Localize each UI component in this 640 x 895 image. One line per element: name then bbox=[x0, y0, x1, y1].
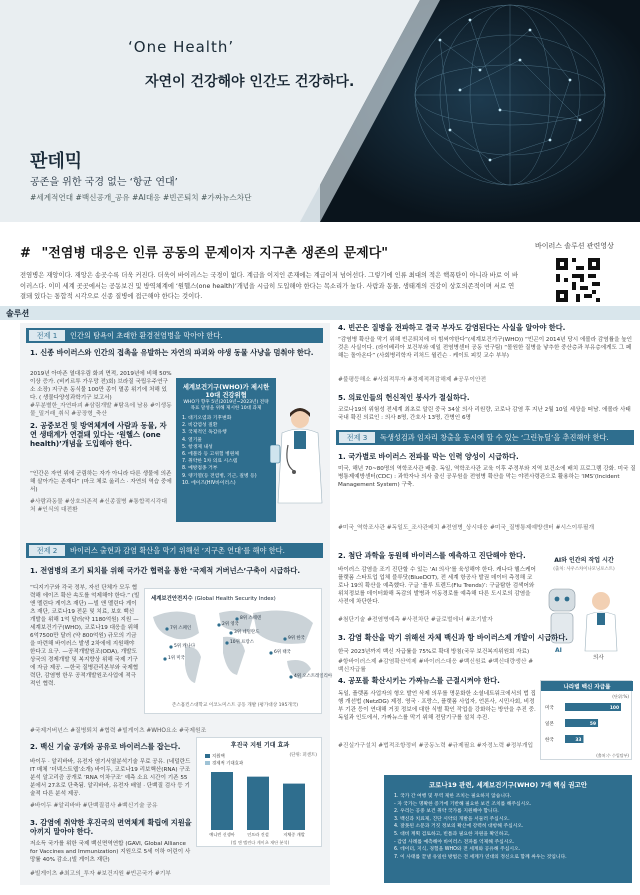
gmap-rank-label: 5위 캐나다 bbox=[174, 644, 196, 649]
who-threat-item: 9. 뎅기열(등 전염병, 기근, 질병 등) bbox=[182, 473, 257, 479]
who-box-sub: WHO가 향후 5년(2019년~2023년) 전략 목표 달성을 위해 제시한 10대 과제 bbox=[183, 400, 269, 411]
s3a-item5-title: 5. 의료인들의 헌신적인 봉사가 절실하다. bbox=[338, 393, 470, 402]
vaccine-value: 100 bbox=[609, 706, 619, 711]
s3-item2-tags: #첨단기술 #전염병예측 #사전차단 #글로벌에너 #조기발자 bbox=[338, 617, 493, 623]
hero-diagonal-overlay bbox=[0, 0, 640, 222]
s3-item3-body: 한국 2023년까지 백신 자급률을 75%로 확대 방침(국무 보건복지위원회 자료) bbox=[338, 649, 530, 655]
s2-item3-tags: #빌게이츠 #최고의_투자 #보건지원 #빈곤국가 #기부 bbox=[30, 871, 171, 877]
premise-2-bar bbox=[26, 543, 323, 558]
s3a-item4-title: 4. 빈곤은 질병을 전파하고 결국 부자도 감염된다는 사실을 알아야 한다. bbox=[338, 323, 566, 332]
vaccine-unit: (단위:%) bbox=[612, 694, 629, 699]
robot-sub: (출처: 사우스차이나모닝포스트) bbox=[553, 567, 615, 572]
vaccine-source: (출처:수 수입탈부) bbox=[596, 753, 629, 758]
recommend-item: 5. 대비 계획 검토하고, 빈틈과 필요한 자원을 확인하고, bbox=[394, 831, 510, 837]
who-threat-item: 6. 에볼라 등 고위험 병원체 bbox=[182, 452, 240, 458]
s3-item1-title: 1. 국가별로 바이러스 전파를 막는 인력 양성이 시급하다. bbox=[338, 452, 519, 461]
s2-item1-tags: #국제거버넌스 #질병퇴치 #협력 #빌게이츠 #WHO요소 #국제원조 bbox=[30, 728, 207, 734]
s2-item2-title: 2. 백신 기술 공개와 공유로 바이러스를 잡는다. bbox=[30, 742, 181, 751]
vaccine-category: 한국 bbox=[545, 738, 554, 743]
premise-2-pill: 전제 2 bbox=[29, 545, 65, 556]
gmap-rank-label: 7위 스페인 bbox=[170, 626, 192, 631]
s1-item1-tags: #무분별한_자연파괴 #삼림개발 #탐욕에 남용 #이생동물_밀거래_취식 #공장형_축산 bbox=[30, 403, 172, 417]
recommend-item: 1. 국가 간 여행 및 무역 제한 조치는 필요하지 않습니다. bbox=[394, 794, 512, 799]
chart-xlabel: (빌 앤 멜린다 게이츠 재단 분석) bbox=[230, 840, 290, 845]
page-title: 판데믹 bbox=[30, 151, 83, 172]
s1-item2-body: “인간은 자연 위에 군림하는 자가 아니라 다른 생물에 의존해 살아가는 존재다” (마크 체로 옮리스 · 자연의 역습 중에서) bbox=[30, 471, 172, 493]
chart-bar bbox=[283, 784, 305, 830]
s1-item2-title: 2. 공중보건 및 방역체계에 사람과 동물, 자연 생태계가 연결돼 있다는 ‘원헬스 (one health)’개념을 도입해야 한다. bbox=[30, 421, 167, 448]
headline-hash: # bbox=[20, 246, 31, 261]
gmap-country-dot bbox=[163, 657, 166, 660]
premise-3-bar bbox=[336, 430, 634, 445]
gmap-caption: 존스홉킨스대학교 이코노미스트 공동 개발 (평가대상 195개국) bbox=[171, 703, 299, 708]
recommend-item: - 감염 사례를 예측해야 바이러스 전파를 억제해 주십시오. bbox=[394, 839, 515, 845]
who-threat-item: 10. 에이즈(HIV바이러스) bbox=[182, 480, 236, 486]
chart-category: 저체중 개발 bbox=[283, 832, 305, 837]
gmap-rank-label: 6위 태국 bbox=[274, 650, 291, 655]
premise-1-bar bbox=[26, 328, 323, 343]
who-threats-box bbox=[176, 378, 276, 522]
doctor-illustration bbox=[264, 405, 330, 505]
chart-bar bbox=[247, 777, 269, 830]
recommend-item: 7. 이 사태를 끝낼 유일한 방법은 전 세계가 연대의 정신으로 함께 싸우는 것입니다. bbox=[394, 854, 567, 860]
s3a-item4-body: “감염병 확산을 막기 위해 빈곤퇴치에 더 힘써야한다”(세계보건기구(WHO)) “빈곤이 2014년 당시 에볼라 감염률을 높인 것은 사실이다. (라이베리아 보건부와 예일 전염병센터 공동 연구팀) “몰원한 질병을 낳추한 중산층과 부유층에게도 그 페해는 돌아온다” (사회병리학자 리처드 윌킨슨 · 케이트 피킷 교수 부부) bbox=[338, 337, 633, 359]
premise-1-text: 인간의 탐욕이 초래한 환경전염병을 막아야 한다. bbox=[70, 331, 223, 340]
robot-human-label: 의사 bbox=[593, 655, 604, 661]
who-threat-item: 2. 비감염성 질환 bbox=[182, 423, 218, 429]
intro-paragraph: 전염병은 재앙이다. 재앙은 송곳수록 더욱 커진다. 더욱이 바이러스는 국경이 없다. 계급을 이지인 존재에는 계급이저 넘어선다. 그렇기에 인류 최대의 적은 핵폭탄이 아니라 바로 이 바이러스다. 이미 세계 곳곳에서는 공동보건 및 방역체계에 ‘원헬스(one health)’개념을 시급히 도입해야 한다는 목소리가 높다. 사람과 동물, 생태계의 건강이 상호의존적이며 서로 연결돼 있다는 통합적 시각으로 신종 질병에 접근해야 한다는 것이다. bbox=[20, 272, 519, 300]
gmap-country-dot bbox=[169, 645, 172, 648]
recommend-item: 6. 데이터, 지식, 경험을 WHO와 전 세계와 공유해 주십시오. bbox=[394, 847, 521, 853]
premise-3-pill: 전제 3 bbox=[339, 432, 375, 443]
headline bbox=[20, 242, 388, 261]
hero-tags: #세계적연대 #백신공개_공유 #AI대응 #빈곤퇴치 #가짜뉴스차단 bbox=[30, 193, 252, 202]
solution-label: 솔루션 bbox=[6, 309, 30, 318]
who-threat-item: 8. 예방접종 거부 bbox=[182, 466, 218, 472]
s3-item4-title: 4. 공포를 확산시키는 가짜뉴스를 근절시켜야 한다. bbox=[338, 676, 500, 685]
support-effect-chart bbox=[196, 737, 322, 847]
gmap-country-dot bbox=[283, 637, 286, 640]
gmap-country-dot bbox=[165, 627, 168, 630]
gmap-rank-label: 8위 스웨덴 bbox=[240, 616, 262, 621]
premise-3-text: 독생성검과 임자리 창출을 동시에 할 수 있는 ‘그린뉴딜’을 추진해야 한다. bbox=[380, 433, 609, 442]
legend-label: 지원액 bbox=[212, 754, 225, 760]
legend-swatch-1 bbox=[205, 754, 210, 758]
ai-vs-doctor-illustration bbox=[541, 581, 627, 665]
robot-ai-label: AI bbox=[555, 647, 562, 654]
headline-text: "전염병 대응은 인류 공동의 문제이자 지구촌 생존의 문제다" bbox=[41, 246, 389, 261]
legend-label: 경제적 기대효과 bbox=[212, 761, 244, 767]
gmap-rank-label: 1위 미국 bbox=[168, 656, 185, 661]
chart-bar bbox=[211, 772, 233, 830]
gmap-country-dot bbox=[225, 641, 228, 644]
s2-item3-title: 3. 감염에 취약한 후진국의 면역체계 확립에 지원을 아끼지 말아야 한다. bbox=[30, 818, 192, 836]
gmap-rank-label: 9위 한국 bbox=[288, 636, 305, 641]
gmap-country-dot bbox=[289, 675, 292, 678]
who-recommendations-box bbox=[384, 775, 632, 883]
chart-ylabel: (단위: 퍼센트) bbox=[289, 753, 317, 758]
s2-item2-body: 바이두 · 알리바바, 유전자 염기서열분석기술 무료 공유. (네덜란드 IT 매체 ‘더넥스트웹’소개) 바이두, 코로나19 리보핵산(RNA) 구조 분석 알고리즘 공개로 ‘RNA 이차구조’ 예측 소요 시간이 기존 55분에서 27초로 단축됨. 알리바바, 유전자 배열 · 단백질 검사 등 기술적 다른 분석 제공. bbox=[30, 759, 191, 797]
premise-1-pill: 전제 1 bbox=[29, 330, 65, 341]
s3-item2-title: 2. 첨단 과학을 동원해 바이러스를 예측하고 진단해야 한다. bbox=[338, 551, 526, 560]
gmap-rank-label: 10위 프랑스 bbox=[230, 640, 254, 645]
s2-item1-body: “디지기구와 각국 정부, 자선 단체가 모두 협력해 에이즈 확산 속도를 억제해야 한다.” (빌 앤 멜린다 게이츠 재단) —빌 앤 멜린다 게이츠 재단, 코로나19 전문 및 치료, 보호 백신 개발을 위해 1억 달러(약 1180억원) 지원 —세계보건기구(WHO), 코로나19 대응을 위해 6억7500만 달러 (약 800억원) 규모의 기금을 마련해 바이러스 발생 2차에에 지원해야 한다고 요구. —공적개발원조(ODA), 개발도상국의 경제개발 및 복지향상 위해 국제 기구에 자금 제공. —한국 질병관리본부와 국제협력단, 감염병 한우 공적개발원조사업에 적극적인 협력. bbox=[30, 585, 140, 687]
who-box-title: 세계보건기구(WHO)가 제시한 10대 건강위협 bbox=[182, 384, 270, 399]
s3-item3-title: 3. 감염 확산을 막기 위해선 자체 백신과 항 바이러스제 개발이 시급하다. bbox=[338, 633, 568, 642]
legend-swatch-2 bbox=[205, 761, 210, 765]
gmap-title: 세계보건안전지수 (Global Health Security Index) bbox=[151, 596, 276, 602]
who-threat-item: 4. 열기물 bbox=[182, 437, 203, 443]
vaccine-title: 나라별 백신 자급률 bbox=[563, 684, 611, 691]
s2-item3-body: 저소득 국가를 위한 국제 백신면역연합 (GAVI, Global Alliance for Vaccines and Immunization) 지원으로 5세 이하 어린이 사망률 40% 감소.(빌 게이츠 재단) bbox=[30, 841, 191, 863]
qr-code-icon[interactable] bbox=[556, 258, 600, 302]
s3a-item5-body: 코로나19의 위험성 전세계 최초로 알린 중국 34살 의사 리원량, 코로나 감염 후 지난 2월 10일 세상을 떠남. 에볼라 사태 국내 확진 의료인 : 의사 8명, 간호사 13명, 간병인 6명 bbox=[338, 407, 631, 421]
recommend-title: 코로나19 관련, 세계보건기구(WHO) 7대 핵심 권고안 bbox=[428, 781, 588, 789]
gmap-rank-label: 3위 네덜란드 bbox=[234, 630, 260, 635]
who-threat-item: 1. 대기오염과 기후변화 bbox=[182, 416, 232, 421]
gmap-rank-label: 4위 오스트레일리아 bbox=[294, 674, 333, 679]
hero-quote-main: 자연이 건강해야 인간도 건강하다. bbox=[145, 74, 355, 90]
hero-quote-top: ‘One Health’ bbox=[128, 38, 235, 56]
who-threat-item: 7. 취약한 1차 의료 시스템 bbox=[182, 459, 238, 465]
hero-banner bbox=[0, 0, 640, 222]
robot-title: AI와 인간의 작업 시간 bbox=[554, 557, 614, 564]
vaccine-category: 미국 bbox=[545, 706, 554, 711]
solution-band bbox=[0, 306, 640, 320]
s1-item1-title: 1. 신종 바이러스와 인간의 접촉을 유발하는 자연의 파괴와 야생 동물 사냥을 멈춰야 한다. bbox=[30, 348, 314, 357]
vaccine-value: 33 bbox=[575, 738, 582, 743]
who-threat-item: 3. 국제적인 독감유행 bbox=[182, 430, 227, 436]
s2-item1-title: 1. 전염병의 조기 퇴치를 위해 국가간 협력을 통한 ‘국제적 거버넌스’구축이 시급하다. bbox=[30, 566, 301, 575]
chart-category: 예니빈 신생아 bbox=[209, 832, 235, 837]
s3a-item4-tags: #불평등해소 #사회적투자 #경제적격감해제 #공무이안전 bbox=[338, 377, 487, 383]
recommend-item: 3. 백신과 치료제, 진단 시약의 개발을 서둘러 주십시오. bbox=[394, 816, 510, 822]
qr-label: 바이러스 솔루션 관련영상 bbox=[535, 242, 614, 250]
vaccine-self-sufficiency-chart bbox=[540, 680, 632, 760]
chart-title: 후진국 지원 기대 효과 bbox=[230, 742, 290, 749]
s1-item1-body: 2019년 아마존 열대우림 화괴 면적, 2019년에 비해 50% 이상 증가. (비키르투 가우망 전)회) 브라질 국립우주연구소 소장) 지구촌 동식물 100만 종이 멸종 위기에 처해 있다. ( 생물다양성과학기구 보고서) bbox=[30, 371, 172, 401]
vaccine-category: 일본 bbox=[545, 722, 554, 727]
gmap-country-dot bbox=[269, 651, 272, 654]
s3-item1-tags: #미국_역학조사관 #독일도_조사관배치 #전염병_상시대응 #미국_질병통제예방센터 #시스이루필개 bbox=[338, 525, 595, 531]
gmap-rank-label: 2위 영국 bbox=[222, 622, 239, 627]
premise-2-text: 바이러스 출현과 감염 확산을 막기 위해선 ‘지구촌 연대’를 해야 한다. bbox=[70, 546, 285, 555]
vaccine-value: 59 bbox=[589, 722, 597, 727]
recommend-item: 2. 우리는 공중 보건 취약 국가를 지원해야 합니다. bbox=[394, 809, 499, 815]
recommend-item: 4. 잘못된 소문과 거짓 정보의 확산에 강력히 대항해 주십시오. bbox=[394, 824, 524, 830]
gmap-country-dot bbox=[217, 623, 220, 626]
global-health-index-map bbox=[144, 588, 333, 714]
s3-item4-tags: #진실가구설치 #법적조항정비 #공동노력 #규제필요 #자정노력 #정부개입 bbox=[338, 743, 534, 749]
s2-item2-tags: #바이두 #알리바바 #단백질검사 #백신기술 공유 bbox=[30, 803, 158, 809]
who-threat-item: 5. 항생제 내성 bbox=[182, 444, 213, 450]
recommend-item: - 자 국가는 명확한 증거에 기반해 필요한 보건 조치를 해주십시오. bbox=[394, 801, 532, 807]
gmap-country-dot bbox=[229, 631, 232, 634]
s3-item1-body: 미국, 해년 70~80명의 역학조사관 배출. 독일, 역학조사관 교육 이후 주정부와 지역 보건소에 배치 프로그램 강화. 미국 질병통제예방센터(CDC) : 과학자나 의사 출신 공무원을 전염병 확산을 막는 야전사령관으로 활용하는 ‘IMS’(Incident Management System) 구축. bbox=[338, 466, 636, 488]
page-subtitle: 공존을 위한 국경 없는 ‘항균 연대’ bbox=[30, 177, 178, 188]
s3-item3-tags: #항바이러스제 #감염확산억제 #바이러스대응 #백신원료 #백신대량생산 #백신자급률 bbox=[338, 659, 534, 673]
s1-item2-tags: #사람과동물 #상호의존적 #신종질병 #통합적시각대처 #인식의 대전환 bbox=[30, 499, 167, 513]
chart-category: 인프라 건설 bbox=[247, 832, 269, 837]
s3-item4-body: 독일, 플랫폼 사업자의 형오 발언 삭제 의무를 명문화한 소셜네트워크에서의 법 집행 개선법 (NetzDG) 제정. 영국 · 프랑스, 플랫폼 사업자, 언론사, 시민사회, 비정부 기관 등이 연대해 거짓 정보에 대한 식별 확인 작업을 강화하는 방안을 추진 중. 독일과 인도에서, 가짜뉴스를 막기 위해 전담기구를 설치 추진. bbox=[338, 691, 536, 721]
s3-item2-body: 바이러스 감염을 조기 진단할 수 있는 ‘AI 의사’를 육성해야 한다. 캐나다 헬스케어 플랫폼 스타트업 업체 블루닷(BlueDOT), 전 세계 항공사 발권 데이터 측정해 코로나 19의 확산을 예측했다. 구글 ‘플루 트렌드(Flu Trends)’: 구글탐한 검색어와 위치정보를 데이터화해 독감의 발병과 이동경로를 예측해 다른 도시로의 감염을 사전에 차단한다. bbox=[338, 567, 536, 605]
